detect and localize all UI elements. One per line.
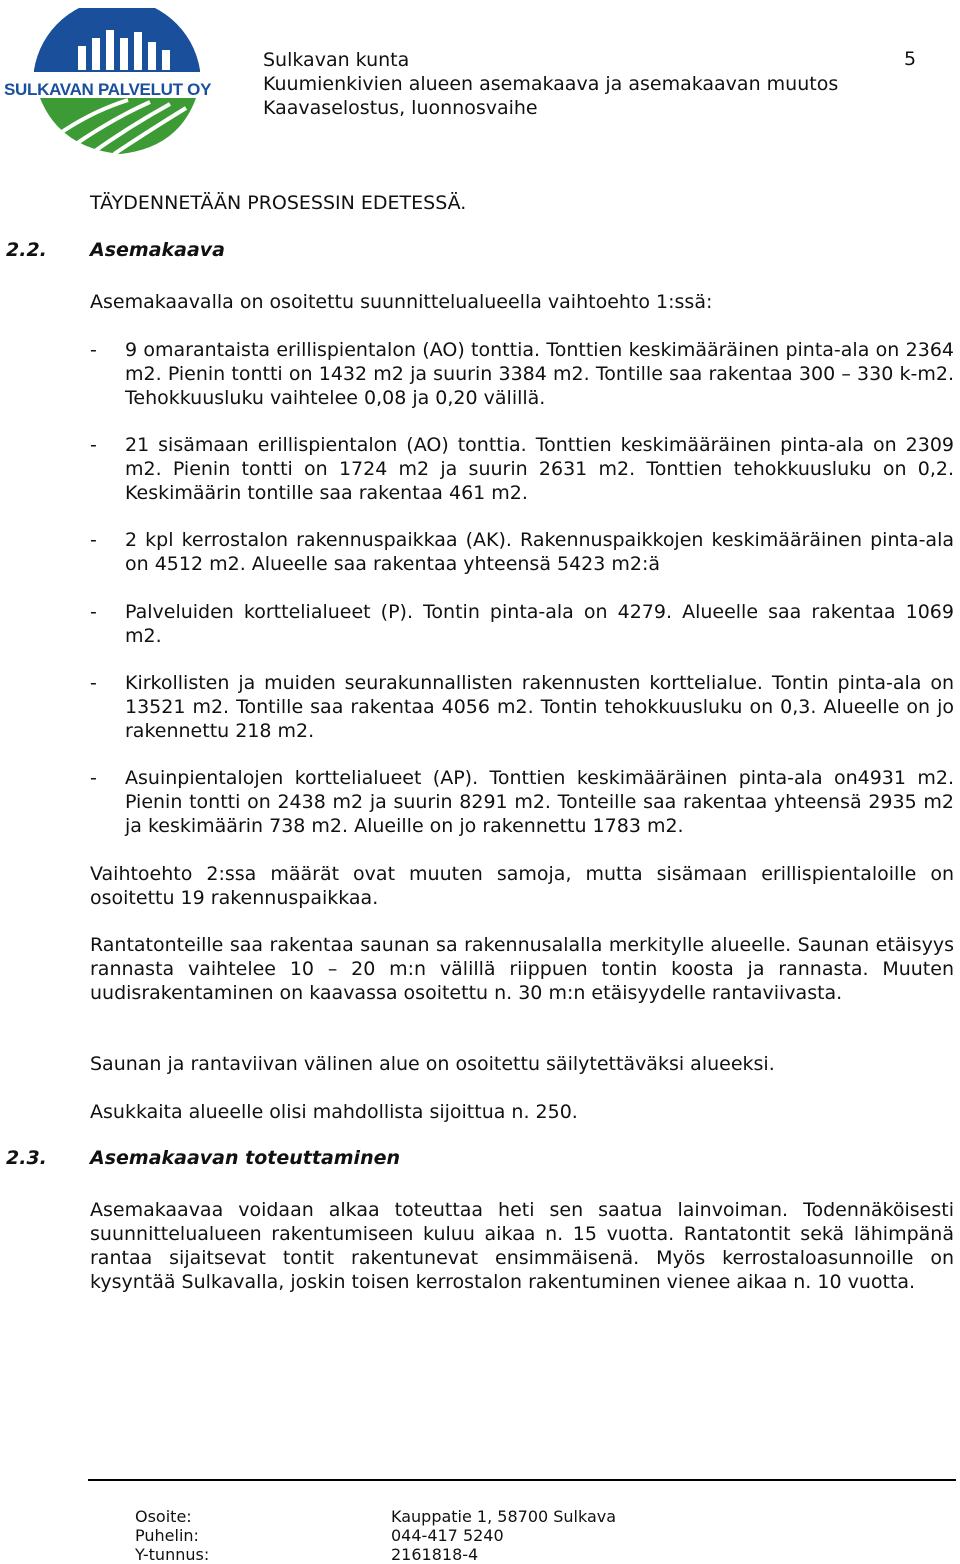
section-lead: Asemakaavalla on osoitettu suunnittelualueella vaihtoehto 1:ssä: bbox=[90, 291, 713, 313]
paragraph-vaihtoehto2: Vaihtoehto 2:ssa määrät ovat muuten samoja, mutta sisämaan erillispientaloille on osoitettu 19 rakennuspaikkaa. bbox=[90, 863, 954, 909]
paragraph-toteuttaminen: Asemakaavaa voidaan alkaa toteuttaa heti sen saatua lainvoiman. Todennäköisesti suunnittelualueen rakentumiseen kuluu aikaa n. 15 vuotta. Rantatontit sekä lähimpänä rantaa sijaitsevat tontit rakentunevat ensimmäisenä. Myös kerrostaloasunnoille on kysyntää Sulkavalla, joskin toisen kerrostalon rakentuminen vienee aikaa n. 10 vuotta. bbox=[90, 1199, 954, 1293]
list-item-text: Asuinpientalojen korttelialueet (AP). Tonttien keskimääräinen pinta-ala on4931 m2. Pienin tontti on 2438 m2 ja suurin 8291 m2. Tonteille saa rakentaa yhteensä 2935 m2 ja keskimäärin 738 m2. Alueille on jo rakennettu 1783 m2. bbox=[125, 767, 954, 837]
list-item bbox=[90, 338, 954, 410]
list-item-text: 2 kpl kerrostalon rakennuspaikkaa (AK). Rakennuspaikkojen keskimääräinen pinta-ala on 4512 m2. Alueelle saa rakentaa yhteensä 5423 m2:ä bbox=[125, 529, 954, 575]
paragraph-asukkaita: Asukkaita alueelle olisi mahdollista sijoittua n. 250. bbox=[90, 1101, 578, 1123]
list-item-text: 9 omarantaista erillispientalon (AO) tonttia. Tonttien keskimääräinen pinta-ala on 2364 m2. Pienin tontti on 1432 m2 ja suurin 3384 m2. Tontille saa rakentaa 300 – 330 k-m2. Tehokkuusluku vaihtelee 0,08 ja 0,20 välillä. bbox=[125, 339, 954, 409]
bullet-dash: - bbox=[90, 672, 97, 694]
section-title: Asemakaavan toteuttaminen bbox=[90, 1147, 401, 1169]
list-item bbox=[90, 433, 954, 505]
bullet-dash: - bbox=[90, 601, 97, 623]
bullet-dash: - bbox=[90, 529, 97, 551]
footer-phone-value: 044-417 5240 bbox=[391, 1526, 504, 1545]
paragraph-rantatonteille: Rantatonteille saa rakentaa saunan sa rakennusalalla merkitylle alueelle. Saunan etäisyys rannasta vaihtelee 10 – 20 m:n välillä riippuen tontin koosta ja rannasta. Muuten uudisrakentaminen on kaavassa osoitettu n. 30 m:n etäisyydelle rantaviivasta. bbox=[90, 934, 954, 1004]
paragraph-saunan: Saunan ja rantaviivan välinen alue on osoitettu säilytettäväksi alueeksi. bbox=[90, 1053, 775, 1075]
list-item-text: Palveluiden korttelialueet (P). Tontin pinta-ala on 4279. Alueelle saa rakentaa 1069 m2. bbox=[125, 601, 954, 647]
logo-text: SULKAVAN PALVELUT OY bbox=[4, 80, 212, 99]
bullet-dash: - bbox=[90, 339, 97, 361]
footer-divider bbox=[88, 1479, 956, 1481]
footer-phone-label: Puhelin: bbox=[135, 1526, 199, 1545]
list-item-text: 21 sisämaan erillispientalon (AO) tonttia. Tonttien keskimääräinen pinta-ala on 2309 m2. Pienin tontti on 1724 m2 ja suurin 2631 m2. Tonttien tehokkuusluku on 0,2. Keskimäärin tontille saa rakentaa 461 m2. bbox=[125, 434, 954, 504]
list-item bbox=[90, 600, 954, 648]
intro-text: TÄYDENNETÄÄN PROSESSIN EDETESSÄ. bbox=[90, 192, 467, 214]
header-document-type: Kaavaselostus, luonnosvaihe bbox=[263, 97, 538, 119]
footer-business-id-label: Y-tunnus: bbox=[135, 1545, 210, 1564]
bullet-dash: - bbox=[90, 434, 97, 456]
list-item bbox=[90, 671, 954, 743]
footer-address-value: Kauppatie 1, 58700 Sulkava bbox=[391, 1507, 617, 1526]
list-item bbox=[90, 528, 954, 576]
section-number: 2.2. bbox=[6, 239, 47, 261]
section-title: Asemakaava bbox=[90, 239, 226, 261]
list-item bbox=[90, 766, 954, 838]
footer-business-id-value: 2161818-4 bbox=[391, 1545, 479, 1564]
bullet-dash: - bbox=[90, 767, 97, 789]
header-municipality: Sulkavan kunta bbox=[263, 49, 410, 71]
section-number: 2.3. bbox=[6, 1147, 47, 1169]
list-item-text: Kirkollisten ja muiden seurakunnallisten rakennusten korttelialue. Tontin pinta-ala on 13521 m2. Tontille saa rakentaa 4056 m2. Tontin tehokkuusluku on 0,3. Alueelle on jo rakennettu 218 m2. bbox=[125, 672, 954, 742]
header-plan-title: Kuumienkivien alueen asemakaava ja asemakaavan muutos bbox=[263, 73, 839, 95]
footer-address-label: Osoite: bbox=[135, 1507, 192, 1526]
page-number: 5 bbox=[904, 48, 917, 70]
company-logo bbox=[0, 8, 234, 158]
